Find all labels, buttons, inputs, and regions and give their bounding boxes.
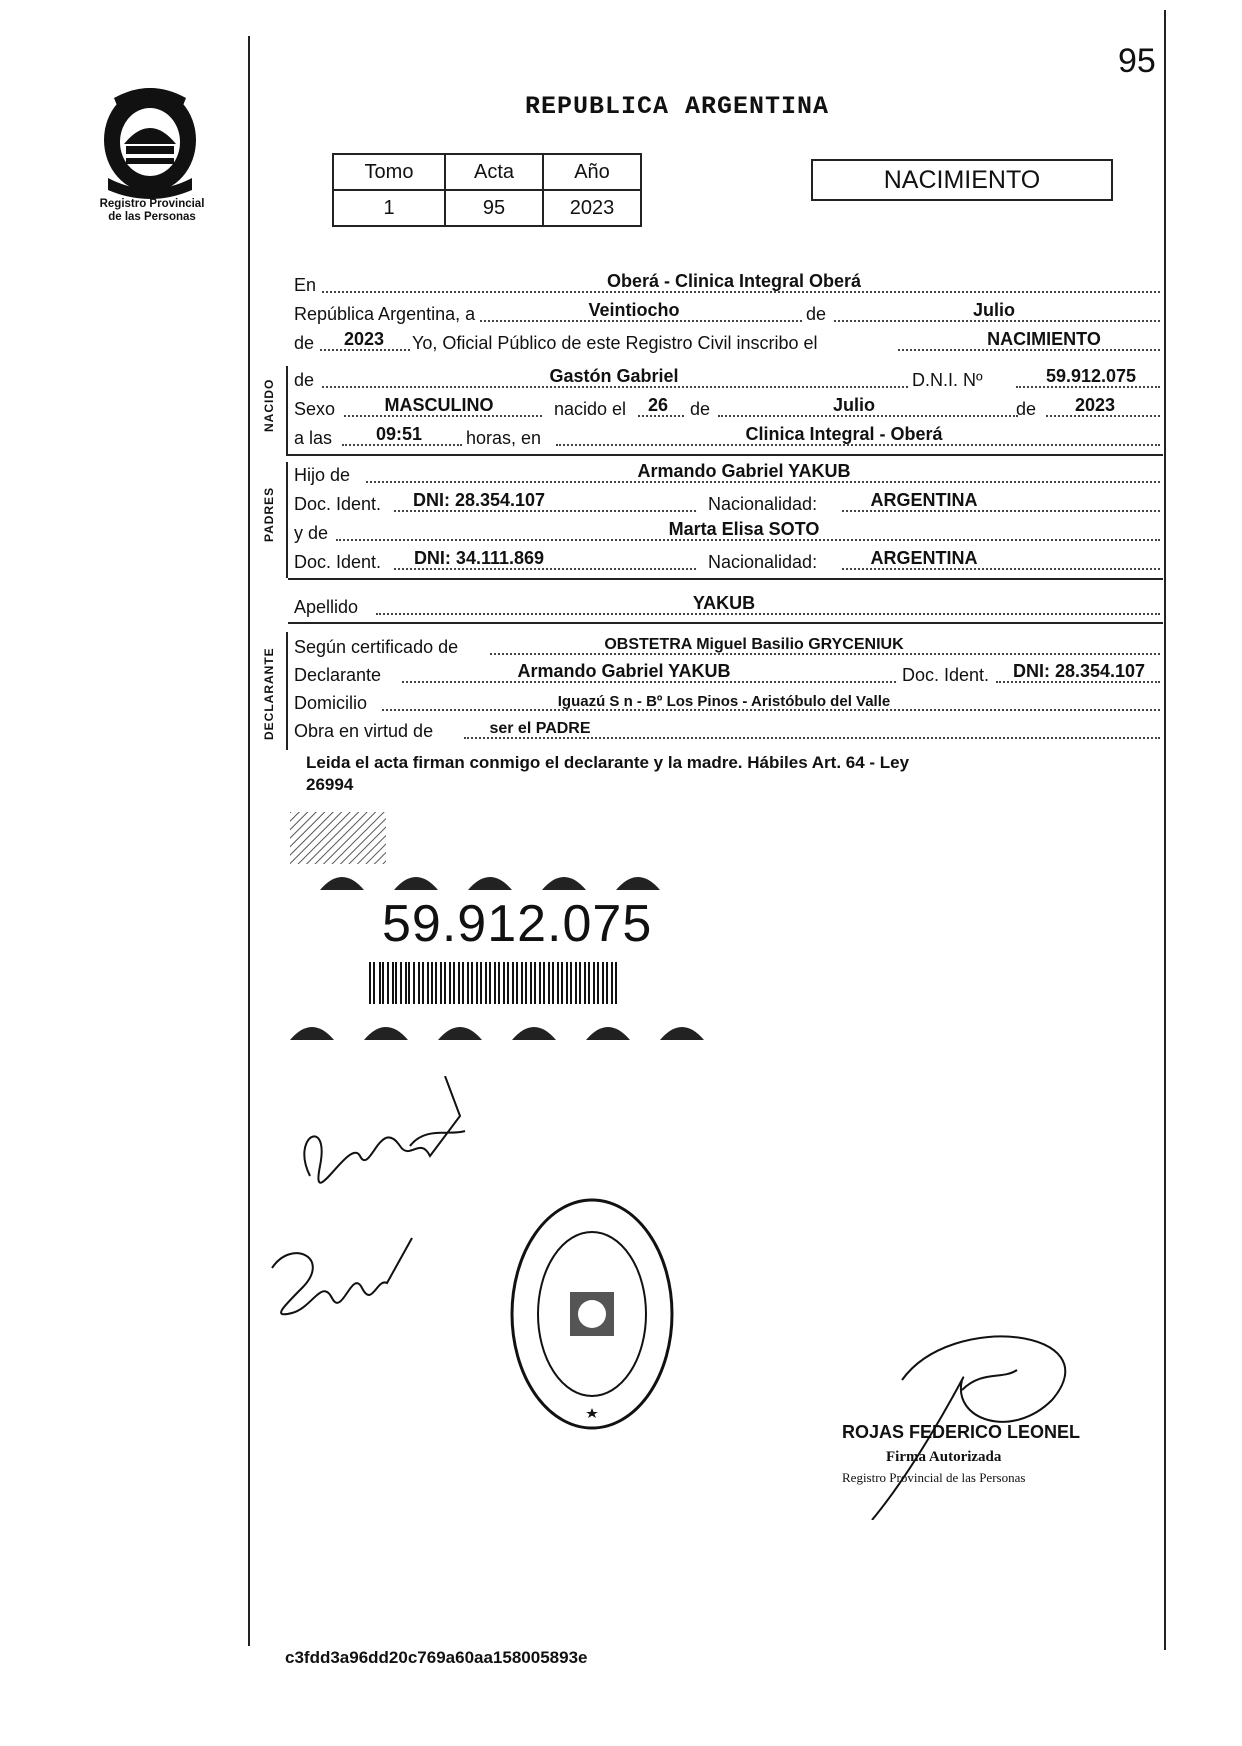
republica-label: República Argentina, a: [294, 304, 476, 324]
nacido-el-label: nacido el: [554, 399, 627, 419]
nacido-row-3: [294, 423, 1164, 451]
birth-place-value: Clinica Integral - Oberá: [745, 424, 943, 444]
padres-section-label: PADRES: [262, 486, 276, 542]
page-number: 95: [1118, 42, 1156, 80]
record-type-box: NACIMIENTO: [811, 159, 1113, 201]
domicilio-label: Domicilio: [294, 693, 368, 713]
a-las-label: a las: [294, 428, 333, 448]
birth-month-value: Julio: [832, 395, 875, 415]
nacido-section-label: NACIDO: [262, 378, 276, 432]
section-bracket: [286, 462, 288, 578]
acta-header: Acta: [445, 154, 543, 190]
closing-note-line2: 26994: [306, 775, 354, 794]
doc-ident-label: Doc. Ident.: [294, 494, 382, 514]
statement-text: Yo, Oficial Público de este Registro Civil inscribo el: [412, 333, 818, 353]
intro-row-1: [294, 270, 1164, 298]
section-separator: [288, 622, 1163, 624]
declarante-signature: [290, 1076, 480, 1226]
document-hash: c3fdd3a96dd20c769a60aa158005893e: [285, 1648, 588, 1667]
declarante-section-label: DECLARANTE: [262, 647, 276, 740]
declarante-doc-value: DNI: 28.354.107: [1012, 661, 1146, 681]
year-value: 2023: [343, 329, 385, 349]
province-logo-icon: [94, 82, 206, 200]
official-signature: [812, 1320, 1092, 1520]
certificado-value: OBSTETRA Miguel Basilio GRYCENIUK: [604, 636, 904, 653]
mother-doc-value: DNI: 34.111.869: [413, 548, 545, 568]
obra-value: ser el PADRE: [489, 720, 591, 737]
declarante-row-2: [294, 660, 1164, 688]
y-de-label: y de: [294, 523, 329, 543]
day-words-value: Veintiocho: [588, 300, 680, 320]
nacido-row-2: [294, 394, 1164, 422]
mother-signature: [262, 1228, 422, 1328]
hijo-de-label: Hijo de: [294, 465, 351, 485]
section-bracket: [286, 632, 288, 750]
official-name-block: [842, 1422, 1080, 1486]
de-label: de: [690, 399, 711, 419]
anio-value: 2023: [543, 190, 641, 226]
section-separator: [288, 578, 1163, 580]
official-registry: Registro Provincial de las Personas: [842, 1470, 1026, 1485]
intro-row-3: [294, 328, 1164, 356]
apellido-row: [294, 592, 1164, 620]
logo-caption: [84, 198, 220, 224]
birth-time-value: 09:51: [375, 424, 423, 444]
child-name-value: Gastón Gabriel: [549, 366, 679, 386]
closing-note: [306, 752, 1146, 796]
nacionalidad-label: Nacionalidad:: [708, 494, 818, 514]
section-separator: [288, 454, 1163, 456]
father-doc-value: DNI: 28.354.107: [412, 490, 546, 510]
right-border-line: [1164, 10, 1166, 1650]
left-border-line: [248, 36, 250, 1646]
intro-row-2: [294, 299, 1164, 327]
padres-row-3: [294, 518, 1164, 546]
padres-row-4: [294, 547, 1164, 575]
dni-label: D.N.I. Nº: [912, 370, 983, 390]
doc-ident-label: Doc. Ident.: [902, 665, 990, 685]
declarante-row-3: [294, 688, 1164, 716]
anio-header: Año: [543, 154, 641, 190]
official-name: ROJAS FEDERICO LEONEL: [842, 1422, 1081, 1442]
de-label: de: [294, 333, 315, 353]
child-dni-value: 59.912.075: [1045, 366, 1137, 386]
sexo-value: MASCULINO: [384, 395, 494, 415]
tomo-value: 1: [333, 190, 445, 226]
declarante-value: Armando Gabriel YAKUB: [517, 661, 731, 681]
en-label: En: [294, 275, 317, 295]
tomo-header: Tomo: [333, 154, 445, 190]
certificado-label: Según certificado de: [294, 637, 459, 657]
de-label: de: [806, 304, 827, 324]
logo-caption-line1: Registro Provincial: [99, 198, 205, 210]
document-title: REPUBLICA ARGENTINA: [525, 92, 830, 121]
padres-row-2: [294, 489, 1164, 517]
month-value: Julio: [972, 300, 1015, 320]
section-bracket: [286, 366, 288, 456]
mother-name-value: Marta Elisa SOTO: [668, 519, 820, 539]
obra-label: Obra en virtud de: [294, 721, 434, 741]
mother-nationality-value: ARGENTINA: [870, 548, 978, 568]
birth-year-value: 2023: [1074, 395, 1116, 415]
sexo-label: Sexo: [294, 399, 336, 419]
de-label: de: [1016, 399, 1037, 419]
closing-note-line1: Leida el acta firman conmigo el declarante y la madre. Hábiles Art. 64 - Ley: [306, 753, 910, 772]
declarante-row-4: [294, 716, 1164, 744]
birth-day-value: 26: [647, 395, 669, 415]
father-name-value: Armando Gabriel YAKUB: [637, 461, 851, 481]
official-title: Firma Autorizada: [886, 1449, 1002, 1465]
declarante-row-1: [294, 632, 1164, 660]
registry-seal: [508, 1196, 676, 1432]
place-value: Oberá - Clinica Integral Oberá: [606, 271, 862, 291]
declarante-label: Declarante: [294, 665, 382, 685]
acta-value: 95: [445, 190, 543, 226]
nacionalidad-label: Nacionalidad:: [708, 552, 818, 572]
father-nationality-value: ARGENTINA: [870, 490, 978, 510]
logo-caption-line2: de las Personas: [108, 211, 196, 223]
record-kind-value: NACIMIENTO: [987, 329, 1101, 349]
apellido-label: Apellido: [294, 597, 359, 617]
record-table: [332, 153, 642, 227]
padres-row-1: [294, 460, 1164, 488]
doc-ident-label: Doc. Ident.: [294, 552, 382, 572]
stamp-dni-number: 59.912.075: [382, 895, 653, 953]
de-label: de: [294, 370, 315, 390]
nacido-row-1: [294, 365, 1164, 393]
horas-label: horas, en: [466, 428, 542, 448]
domicilio-value: Iguazú S n - Bº Los Pinos - Aristóbulo del Valle: [557, 693, 891, 710]
apellido-value: YAKUB: [692, 593, 756, 613]
